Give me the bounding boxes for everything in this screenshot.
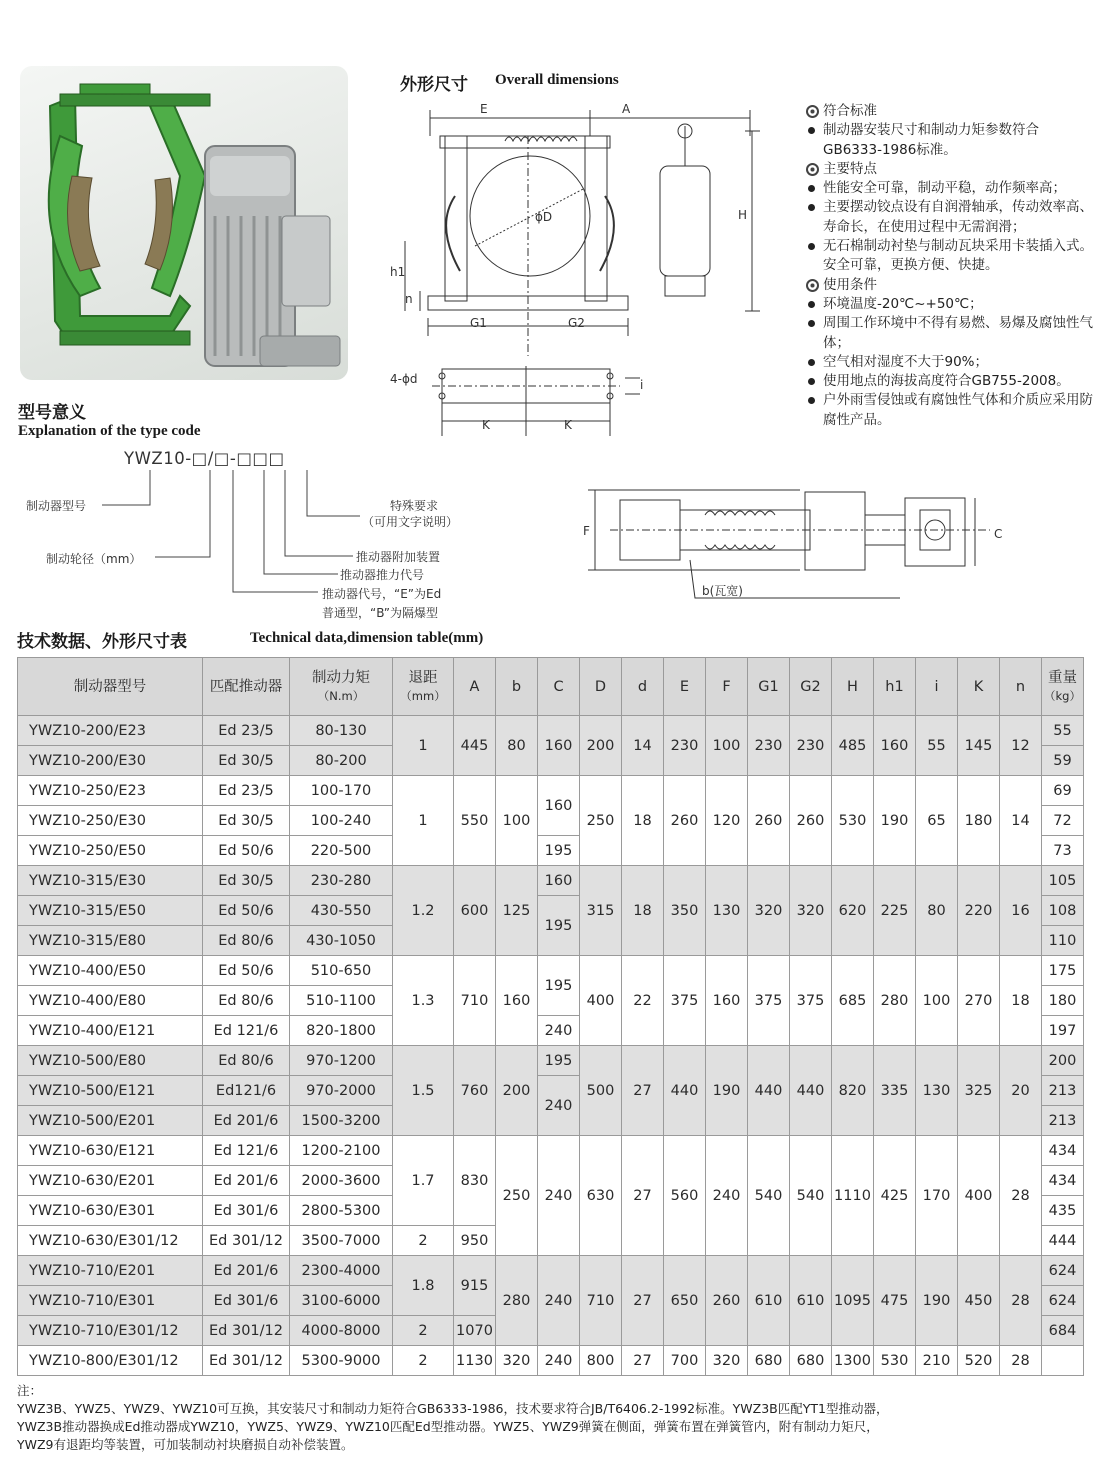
cell-model: YWZ10-200/E23 [18, 716, 203, 746]
cell-pusher: Ed 121/6 [203, 1136, 290, 1166]
cell-i: 80 [916, 866, 958, 956]
cell-n: 28 [1000, 1346, 1042, 1376]
cell-C: 240 [538, 1076, 580, 1136]
cell-K: 145 [958, 716, 1000, 776]
cell-C: 160 [538, 776, 580, 836]
notes [17, 1382, 1087, 1454]
cell-model: YWZ10-710/E301 [18, 1286, 203, 1316]
cell-C: 240 [538, 1346, 580, 1376]
cell-weight: 200 [1042, 1046, 1084, 1076]
cell-b: 125 [496, 866, 538, 956]
cell-h1: 475 [874, 1256, 916, 1346]
table-row [18, 716, 1084, 746]
cell-K: 180 [958, 776, 1000, 866]
cell-torque: 430-1050 [290, 926, 393, 956]
cell-torque: 3100-6000 [290, 1286, 393, 1316]
cell-weight [1042, 1346, 1084, 1376]
cell-G1: 375 [748, 956, 790, 1046]
cell-weight: 108 [1042, 896, 1084, 926]
cell-model: YWZ10-250/E50 [18, 836, 203, 866]
cell-E: 650 [664, 1256, 706, 1346]
cell-G1: 540 [748, 1136, 790, 1256]
cell-b: 160 [496, 956, 538, 1046]
cell-b: 320 [496, 1346, 538, 1376]
cell-A: 760 [454, 1046, 496, 1136]
table-row [18, 1346, 1084, 1376]
cell-b: 200 [496, 1046, 538, 1136]
cell-H: 685 [832, 956, 874, 1046]
dim-i: i [640, 378, 644, 392]
standards-item: 无石棉制动衬垫与制动瓦块采用卡装插入式。安全可靠，更换方便、快捷。 [804, 237, 1094, 276]
cell-model: YWZ10-500/E201 [18, 1106, 203, 1136]
th-pusher: 匹配推动器 [203, 658, 290, 716]
cell-torque: 2800-5300 [290, 1196, 393, 1226]
dim-E: E [480, 102, 488, 116]
standards-item: 周围工作环境中不得有易燃、易爆及腐蚀性气体； [804, 314, 1094, 353]
cell-weight: 59 [1042, 746, 1084, 776]
cell-n: 28 [1000, 1256, 1042, 1346]
cell-K: 400 [958, 1136, 1000, 1256]
cell-G1: 260 [748, 776, 790, 866]
cell-model: YWZ10-400/E80 [18, 986, 203, 1016]
cell-model: YWZ10-250/E23 [18, 776, 203, 806]
cell-A: 710 [454, 956, 496, 1046]
overall-title-cn: 外形尺寸 [400, 75, 468, 95]
type-code-title-cn: 型号意义 [18, 403, 86, 423]
cell-pusher: Ed 23/5 [203, 716, 290, 746]
cell-pusher: Ed 50/6 [203, 956, 290, 986]
cell-torque: 430-550 [290, 896, 393, 926]
cell-model: YWZ10-315/E50 [18, 896, 203, 926]
standards-heading: 符合标准 [804, 102, 1094, 121]
cell-torque: 510-650 [290, 956, 393, 986]
dim-H: H [738, 208, 748, 222]
cell-weight: 434 [1042, 1166, 1084, 1196]
cell-h1: 425 [874, 1136, 916, 1256]
cell-i: 210 [916, 1346, 958, 1376]
cell-b: 250 [496, 1136, 538, 1256]
cell-torque: 80-130 [290, 716, 393, 746]
cell-h1: 160 [874, 716, 916, 776]
standards-item: 环境温度-20℃~+50℃； [804, 295, 1094, 314]
cell-n: 12 [1000, 716, 1042, 776]
cell-model: YWZ10-630/E301/12 [18, 1226, 203, 1256]
type-code-title-en: Explanation of the type code [18, 423, 201, 439]
cell-G1: 230 [748, 716, 790, 776]
notes-line-3: YWZ9有退距均等装置，可加装制动衬块磨损自动补偿装置。 [17, 1437, 354, 1452]
standards-item: 户外雨雪侵蚀或有腐蚀性气体和介质应采用防腐性产品。 [804, 391, 1094, 430]
cell-torque: 2000-3600 [290, 1166, 393, 1196]
cell-C: 195 [538, 836, 580, 866]
th-E: E [664, 658, 706, 716]
th-G2: G2 [790, 658, 832, 716]
dim-D: ϕD [535, 210, 553, 224]
top-view-drawing [580, 480, 1003, 610]
cell-i: 55 [916, 716, 958, 776]
cell-G1: 320 [748, 866, 790, 956]
cell-G1: 680 [748, 1346, 790, 1376]
cell-weight: 434 [1042, 1136, 1084, 1166]
cell-D: 800 [580, 1346, 622, 1376]
notes-line-1: YWZ3B、YWZ5、YWZ9、YWZ10可互换，其安装尺寸和制动力矩符合GB6333-1986，技术要求符合JB/T6406.2-1992标准。YWZ3B匹配YT1型推动器， [17, 1401, 889, 1416]
cell-H: 1110 [832, 1136, 874, 1256]
cell-h1: 530 [874, 1346, 916, 1376]
th-H: H [832, 658, 874, 716]
table-title-cn: 技术数据、外形尺寸表 [17, 632, 187, 652]
cell-weight: 684 [1042, 1316, 1084, 1346]
th-F: F [706, 658, 748, 716]
product-photo [20, 66, 348, 380]
cell-d: 27 [622, 1346, 664, 1376]
spec-table [17, 657, 1084, 1376]
th-i: i [916, 658, 958, 716]
cell-model: YWZ10-400/E50 [18, 956, 203, 986]
dim-G2: G2 [568, 316, 585, 330]
cell-torque: 510-1100 [290, 986, 393, 1016]
cell-torque: 2300-4000 [290, 1256, 393, 1286]
standards-list [804, 102, 1094, 430]
cell-model: YWZ10-710/E201 [18, 1256, 203, 1286]
cell-D: 200 [580, 716, 622, 776]
cell-n: 16 [1000, 866, 1042, 956]
cell-torque: 3500-7000 [290, 1226, 393, 1256]
cell-pusher: Ed 201/6 [203, 1106, 290, 1136]
cell-torque: 820-1800 [290, 1016, 393, 1046]
cell-weight: 624 [1042, 1286, 1084, 1316]
cell-model: YWZ10-315/E30 [18, 866, 203, 896]
cell-G2: 260 [790, 776, 832, 866]
cell-C: 160 [538, 866, 580, 896]
th-model: 制动器型号 [18, 658, 203, 716]
cell-pusher: Ed 201/6 [203, 1166, 290, 1196]
cell-pusher: Ed 301/6 [203, 1196, 290, 1226]
cell-model: YWZ10-710/E301/12 [18, 1316, 203, 1346]
cell-model: YWZ10-315/E80 [18, 926, 203, 956]
cell-H: 820 [832, 1046, 874, 1136]
cell-F: 160 [706, 956, 748, 1046]
cell-E: 375 [664, 956, 706, 1046]
overall-title-en: Overall dimensions [495, 72, 619, 88]
cell-model: YWZ10-200/E30 [18, 746, 203, 776]
dim-d: 4-ϕd [390, 372, 418, 386]
cell-A: 830 [454, 1136, 496, 1226]
cell-n: 18 [1000, 956, 1042, 1046]
cell-weight: 444 [1042, 1226, 1084, 1256]
cell-retreat: 1.5 [393, 1046, 454, 1136]
cell-d: 18 [622, 776, 664, 866]
cell-D: 400 [580, 956, 622, 1046]
cell-G1: 440 [748, 1046, 790, 1136]
label-special-note: （可用文字说明） [362, 515, 459, 529]
cell-C: 195 [538, 956, 580, 1016]
cell-d: 27 [622, 1046, 664, 1136]
dim-G1: G1 [470, 316, 487, 330]
cell-retreat: 1.3 [393, 956, 454, 1046]
dim-n: n [405, 292, 413, 306]
cell-i: 130 [916, 1046, 958, 1136]
cell-E: 560 [664, 1136, 706, 1256]
cell-F: 190 [706, 1046, 748, 1136]
label-pusher2: 普通型，“B”为隔爆型 [322, 606, 439, 620]
th-retreat: 退距 （mm） [393, 658, 454, 716]
dim-K-right: K [564, 418, 572, 432]
cell-torque: 4000-8000 [290, 1316, 393, 1346]
table-title-en: Technical data,dimension table(mm) [250, 630, 484, 646]
cell-model: YWZ10-630/E121 [18, 1136, 203, 1166]
cell-d: 18 [622, 866, 664, 956]
cell-pusher: Ed 80/6 [203, 926, 290, 956]
th-G1: G1 [748, 658, 790, 716]
th-weight: 重量 （kg） [1042, 658, 1084, 716]
standards-item: 使用地点的海拔高度符合GB755-2008。 [804, 372, 1094, 391]
cell-retreat: 1.2 [393, 866, 454, 956]
th-n: n [1000, 658, 1042, 716]
cell-H: 530 [832, 776, 874, 866]
table-header [18, 658, 1084, 716]
table-row [18, 776, 1084, 806]
cell-G2: 230 [790, 716, 832, 776]
cell-retreat: 1.7 [393, 1136, 454, 1226]
cell-G2: 320 [790, 866, 832, 956]
cell-A: 1070 [454, 1316, 496, 1346]
cell-F: 320 [706, 1346, 748, 1376]
cell-F: 130 [706, 866, 748, 956]
cell-K: 450 [958, 1256, 1000, 1346]
cell-weight: 105 [1042, 866, 1084, 896]
cell-pusher: Ed 301/6 [203, 1286, 290, 1316]
cell-pusher: Ed 301/12 [203, 1226, 290, 1256]
cell-C: 160 [538, 716, 580, 776]
cell-weight: 110 [1042, 926, 1084, 956]
cell-model: YWZ10-630/E201 [18, 1166, 203, 1196]
cell-A: 950 [454, 1226, 496, 1256]
cell-i: 100 [916, 956, 958, 1046]
th-torque: 制动力矩 （N.m） [290, 658, 393, 716]
cell-d: 14 [622, 716, 664, 776]
cell-retreat: 2 [393, 1316, 454, 1346]
table-row [18, 1046, 1084, 1076]
cell-G2: 680 [790, 1346, 832, 1376]
cell-weight: 213 [1042, 1106, 1084, 1136]
cell-h1: 190 [874, 776, 916, 866]
th-C: C [538, 658, 580, 716]
th-D: D [580, 658, 622, 716]
cell-K: 325 [958, 1046, 1000, 1136]
cell-D: 500 [580, 1046, 622, 1136]
cell-pusher: Ed 80/6 [203, 1046, 290, 1076]
cell-model: YWZ10-500/E121 [18, 1076, 203, 1106]
cell-h1: 280 [874, 956, 916, 1046]
cell-E: 440 [664, 1046, 706, 1136]
cell-weight: 435 [1042, 1196, 1084, 1226]
cell-d: 27 [622, 1256, 664, 1346]
cell-n: 28 [1000, 1136, 1042, 1256]
dim-C: C [994, 527, 1003, 541]
dim-h1: h1 [390, 265, 406, 279]
dim-F: F [583, 524, 590, 538]
cell-i: 190 [916, 1256, 958, 1346]
cell-retreat: 2 [393, 1346, 454, 1376]
cell-C: 240 [538, 1136, 580, 1256]
cell-torque: 1200-2100 [290, 1136, 393, 1166]
cell-pusher: Ed 50/6 [203, 896, 290, 926]
cell-E: 260 [664, 776, 706, 866]
cell-E: 700 [664, 1346, 706, 1376]
cell-D: 630 [580, 1136, 622, 1256]
cell-C: 240 [538, 1016, 580, 1046]
cell-pusher: Ed 201/6 [203, 1256, 290, 1286]
cell-F: 240 [706, 1136, 748, 1256]
cell-H: 1095 [832, 1256, 874, 1346]
cell-pusher: Ed 23/5 [203, 776, 290, 806]
cell-H: 485 [832, 716, 874, 776]
cell-retreat: 1.8 [393, 1256, 454, 1316]
cell-pusher: Ed 121/6 [203, 1016, 290, 1046]
cell-torque: 100-170 [290, 776, 393, 806]
cell-retreat: 1 [393, 776, 454, 866]
cell-F: 260 [706, 1256, 748, 1346]
cell-weight: 73 [1042, 836, 1084, 866]
cell-E: 350 [664, 866, 706, 956]
cell-G2: 440 [790, 1046, 832, 1136]
cell-b: 280 [496, 1256, 538, 1346]
cell-A: 915 [454, 1256, 496, 1316]
cell-pusher: Ed 301/12 [203, 1316, 290, 1346]
cell-i: 65 [916, 776, 958, 866]
table-row [18, 1136, 1084, 1166]
cell-torque: 230-280 [290, 866, 393, 896]
cell-K: 520 [958, 1346, 1000, 1376]
cell-retreat: 1 [393, 716, 454, 776]
th-A: A [454, 658, 496, 716]
cell-model: YWZ10-250/E30 [18, 806, 203, 836]
cell-pusher: Ed 30/5 [203, 866, 290, 896]
cell-A: 1130 [454, 1346, 496, 1376]
dim-K-left: K [482, 418, 490, 432]
cell-pusher: Ed 80/6 [203, 986, 290, 1016]
cell-d: 22 [622, 956, 664, 1046]
cell-C: 195 [538, 1046, 580, 1076]
cell-b: 100 [496, 776, 538, 866]
cell-model: YWZ10-400/E121 [18, 1016, 203, 1046]
cell-h1: 225 [874, 866, 916, 956]
cell-b: 80 [496, 716, 538, 776]
cell-G1: 610 [748, 1256, 790, 1346]
standards-item: 空气相对湿度不大于90%； [804, 353, 1094, 372]
cell-G2: 540 [790, 1136, 832, 1256]
cell-pusher: Ed 301/12 [203, 1346, 290, 1376]
cell-weight: 69 [1042, 776, 1084, 806]
th-K: K [958, 658, 1000, 716]
cell-weight: 175 [1042, 956, 1084, 986]
cell-d: 27 [622, 1136, 664, 1256]
standards-heading: 使用条件 [804, 276, 1094, 295]
label-wheel: 制动轮径（mm） [46, 552, 142, 566]
cell-weight: 55 [1042, 716, 1084, 746]
dim-b: b(瓦宽) [702, 584, 743, 598]
table-row [18, 1256, 1084, 1286]
th-d: d [622, 658, 664, 716]
standards-item: 主要摆动铰点设有自润滑轴承，传动效率高、寿命长，在使用过程中无需润滑； [804, 198, 1094, 237]
cell-pusher: Ed 30/5 [203, 806, 290, 836]
type-code-string: YWZ10-□/□-□□□ [124, 449, 285, 468]
cell-torque: 970-1200 [290, 1046, 393, 1076]
cell-K: 220 [958, 866, 1000, 956]
cell-A: 445 [454, 716, 496, 776]
cell-model: YWZ10-500/E80 [18, 1046, 203, 1076]
cell-A: 550 [454, 776, 496, 866]
cell-weight: 624 [1042, 1256, 1084, 1286]
cell-G2: 610 [790, 1256, 832, 1346]
th-h1: h1 [874, 658, 916, 716]
cell-F: 100 [706, 716, 748, 776]
cell-G2: 375 [790, 956, 832, 1046]
front-view-drawing [380, 96, 780, 446]
notes-line-2: YWZ3B推动器换成Ed推动器成YWZ10，YWZ5、YWZ9、YWZ10匹配Ed型推动器。YWZ5、YWZ9弹簧在侧面，弹簧布置在弹簧管内，附有制动力矩尺， [17, 1419, 879, 1434]
label-thrust: 推动器推力代号 [340, 568, 425, 582]
cell-weight: 72 [1042, 806, 1084, 836]
cell-torque: 970-2000 [290, 1076, 393, 1106]
table-row [18, 956, 1084, 986]
th-b: b [496, 658, 538, 716]
table-body [18, 716, 1084, 1376]
dim-A: A [622, 102, 631, 116]
cell-pusher: Ed 50/6 [203, 836, 290, 866]
cell-H: 620 [832, 866, 874, 956]
label-attach: 推动器附加装置 [356, 550, 441, 564]
cell-F: 120 [706, 776, 748, 866]
cell-torque: 1500-3200 [290, 1106, 393, 1136]
cell-D: 315 [580, 866, 622, 956]
table-row [18, 866, 1084, 896]
cell-torque: 80-200 [290, 746, 393, 776]
cell-retreat: 2 [393, 1226, 454, 1256]
cell-pusher: Ed 30/5 [203, 746, 290, 776]
cell-n: 14 [1000, 776, 1042, 866]
cell-h1: 335 [874, 1046, 916, 1136]
cell-H: 1300 [832, 1346, 874, 1376]
cell-C: 195 [538, 896, 580, 956]
cell-D: 710 [580, 1256, 622, 1346]
cell-model: YWZ10-800/E301/12 [18, 1346, 203, 1376]
cell-A: 600 [454, 866, 496, 956]
standards-item: 制动器安装尺寸和制动力矩参数符合GB6333-1986标准。 [804, 121, 1094, 160]
cell-K: 270 [958, 956, 1000, 1046]
cell-C: 240 [538, 1256, 580, 1346]
label-model: 制动器型号 [26, 499, 87, 513]
cell-weight: 197 [1042, 1016, 1084, 1046]
label-pusher: 推动器代号，“E”为Ed [322, 587, 442, 601]
cell-torque: 100-240 [290, 806, 393, 836]
cell-weight: 180 [1042, 986, 1084, 1016]
notes-label: 注： [17, 1383, 43, 1398]
cell-torque: 220-500 [290, 836, 393, 866]
cell-E: 230 [664, 716, 706, 776]
standards-item: 性能安全可靠，制动平稳，动作频率高； [804, 179, 1094, 198]
cell-model: YWZ10-630/E301 [18, 1196, 203, 1226]
cell-n: 20 [1000, 1046, 1042, 1136]
cell-D: 250 [580, 776, 622, 866]
cell-pusher: Ed121/6 [203, 1076, 290, 1106]
cell-i: 170 [916, 1136, 958, 1256]
label-special: 特殊要求 [390, 499, 439, 513]
cell-weight: 213 [1042, 1076, 1084, 1106]
cell-torque: 5300-9000 [290, 1346, 393, 1376]
standards-heading: 主要特点 [804, 160, 1094, 179]
